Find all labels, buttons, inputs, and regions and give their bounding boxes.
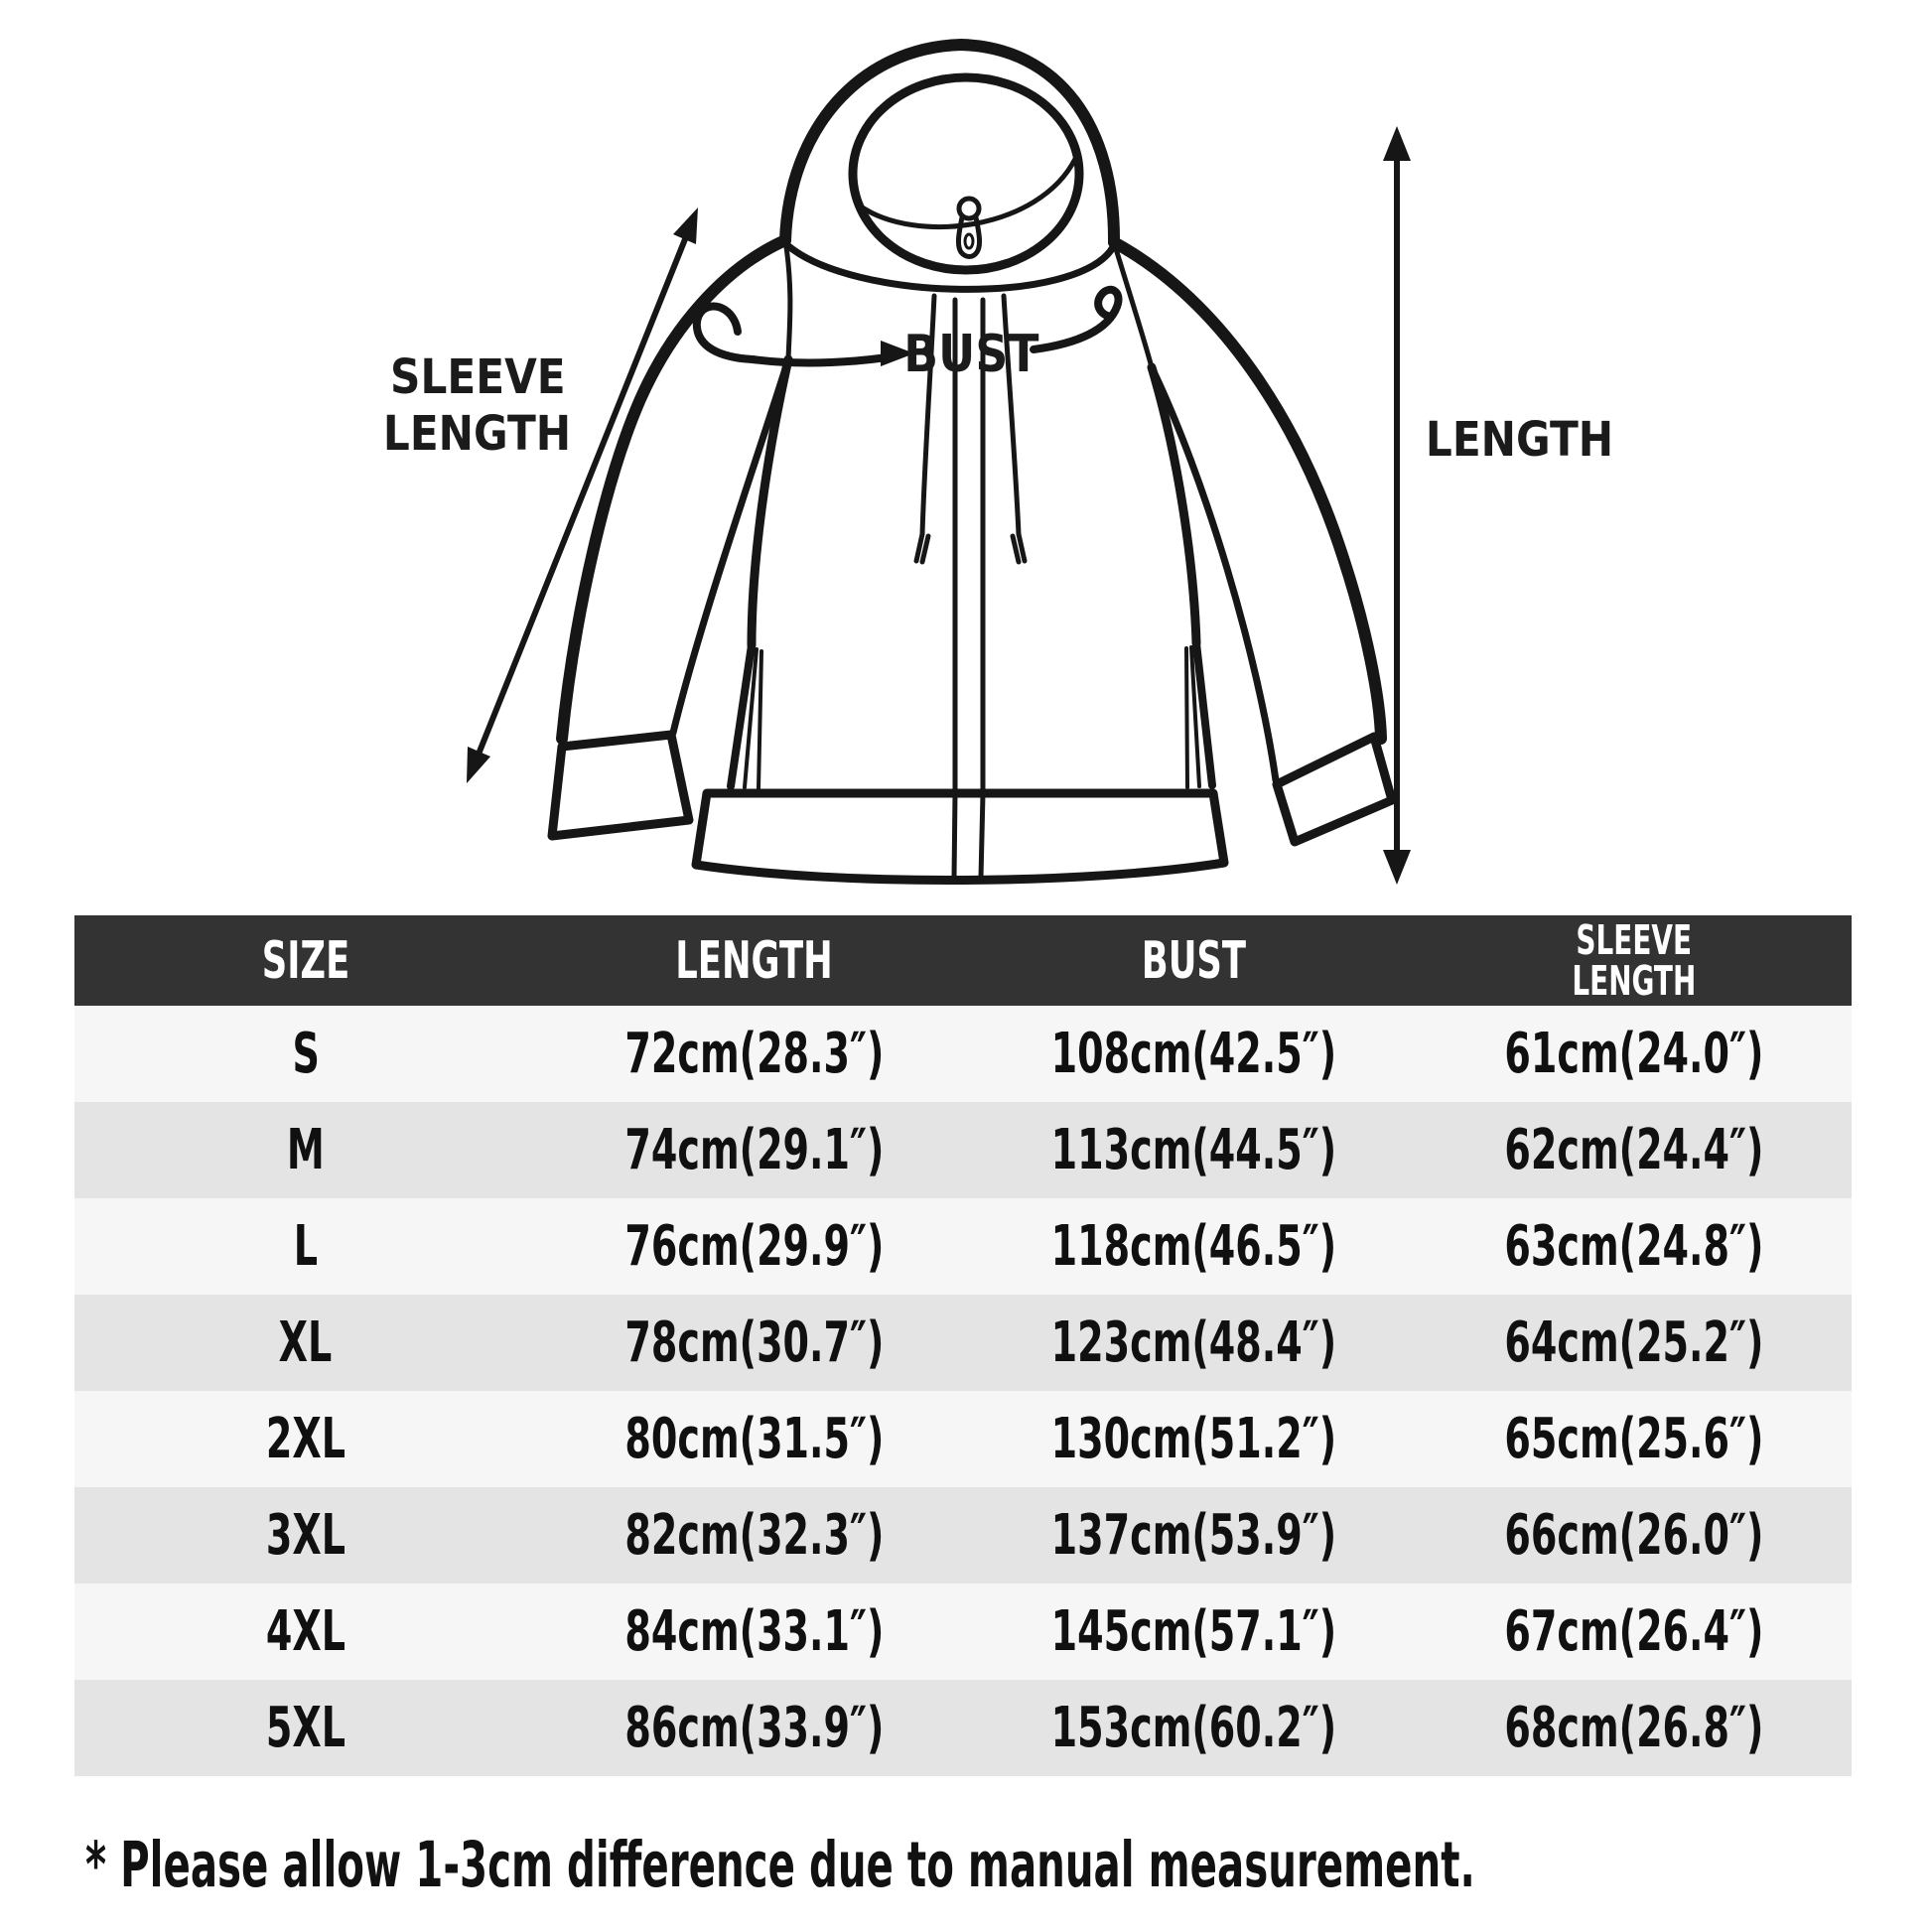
table-row-m-bust [972,1102,1417,1198]
header-sleeve-line1: SLEEVE [1576,915,1692,964]
sleeve-right-outer [1114,242,1381,739]
table-row-4xl-size [74,1584,536,1680]
cell-text: 74cm(29.1″) [624,1118,885,1182]
cell-text: 84cm(33.1″) [624,1599,885,1664]
bust-label [822,325,1120,384]
measurement-note-text: * Please allow 1-3cm difference due to manual measurement. [85,1829,1475,1901]
cell-text: 67cm(26.4″) [1504,1599,1764,1664]
cell-text: 66cm(26.0″) [1504,1503,1764,1568]
hoodie-diagram [0,0,1932,943]
sleeve-left-inner [673,359,788,733]
table-row-3xl-size [74,1487,536,1584]
header-cell-sleeve-length [1416,915,1852,1006]
cell-text: 64cm(25.2″) [1504,1311,1764,1375]
table-row-2xl-length [536,1391,972,1487]
measurement-note [85,1829,1932,1901]
sleeve-length-label-line2: LENGTH [383,406,572,462]
cell-text: 108cm(42.5″) [1050,1022,1337,1086]
cell-text: 153cm(60.2″) [1050,1696,1337,1760]
table-row-2xl-sleeve [1416,1391,1852,1487]
cell-text: 63cm(24.8″) [1504,1214,1764,1279]
cell-text: 137cm(53.9″) [1050,1503,1337,1568]
header-cell-size [74,915,536,1006]
table-row-m-sleeve [1416,1102,1852,1198]
cell-text: 123cm(48.4″) [1050,1311,1337,1375]
zipper-pull-hole [965,234,973,248]
table-row-s-sleeve [1416,1006,1852,1102]
cell-text: 4XL [265,1599,345,1664]
cuff-left [552,735,689,836]
table-row-m-size [74,1102,536,1198]
cell-text: 5XL [265,1696,345,1760]
cuff-right [1277,737,1392,842]
cell-text: 78cm(30.7″) [624,1311,885,1375]
table-row-5xl-bust [972,1680,1417,1776]
cell-text: 62cm(24.4″) [1504,1118,1764,1182]
cell-text: 118cm(46.5″) [1050,1214,1337,1279]
table-row-2xl-bust [972,1391,1417,1487]
cell-text: 80cm(31.5″) [624,1407,885,1471]
table-row-l-size [74,1198,536,1295]
table-row-l-bust [972,1198,1417,1295]
header-sleeve-line2: LENGTH [1572,956,1697,1005]
cell-text: 65cm(25.6″) [1504,1407,1764,1471]
table-row-3xl-bust [972,1487,1417,1584]
header-length-text: LENGTH [675,930,833,991]
raglan-seam-left [785,240,790,359]
cell-text: 3XL [265,1503,345,1568]
header-bust-text: BUST [1142,930,1247,991]
sleeve-length-label-line1: SLEEVE [389,349,566,405]
size-chart-table [74,915,1852,1776]
table-row-xl-size [74,1295,536,1391]
table-row-m-length [536,1102,972,1198]
hem-band [696,793,1224,881]
sleeve-arrow-line [480,239,685,752]
cell-text: 86cm(33.9″) [624,1696,885,1760]
bust-tape-left-hook [697,306,753,359]
cell-text: 82cm(32.3″) [624,1503,885,1568]
bust-label-text: BUST [902,325,1039,384]
cell-text: S [291,1022,320,1086]
cell-text: 2XL [265,1407,345,1471]
sleeve-arrow-head-bottom [467,747,490,783]
header-cell-bust [972,915,1417,1006]
cell-text: L [293,1214,318,1279]
table-row-xl-sleeve [1416,1295,1852,1391]
cell-text: 68cm(26.8″) [1504,1696,1764,1760]
cell-text: 61cm(24.0″) [1504,1022,1764,1086]
table-row-5xl-size [74,1680,536,1776]
body-side-left [752,359,788,645]
table-row-s-length [536,1006,972,1102]
table-row-3xl-length [536,1487,972,1584]
sleeve-length-label [329,349,626,463]
table-row-5xl-length [536,1680,972,1776]
cell-text: 72cm(28.3″) [624,1022,885,1086]
table-row-xl-bust [972,1295,1417,1391]
cell-text: 113cm(44.5″) [1050,1118,1337,1182]
table-row-5xl-sleeve [1416,1680,1852,1776]
sleeve-arrow-head-top [673,207,698,244]
cell-text: 76cm(29.9″) [624,1214,885,1279]
length-arrow-head-top [1383,126,1411,161]
header-cell-length [536,915,972,1006]
cell-text: 130cm(51.2″) [1050,1407,1337,1471]
table-row-s-bust [972,1006,1417,1102]
table-row-4xl-sleeve [1416,1584,1852,1680]
length-arrow-head-bottom [1383,850,1411,885]
table-row-xl-length [536,1295,972,1391]
table-row-2xl-size [74,1391,536,1487]
header-size-text: SIZE [261,930,349,991]
length-label-text: LENGTH [1426,412,1614,468]
cell-text: 145cm(57.1″) [1050,1599,1337,1664]
table-row-l-sleeve [1416,1198,1852,1295]
length-label [1371,414,1669,466]
cell-text: M [286,1118,325,1182]
table-row-s-size [74,1006,536,1102]
table-row-l-length [536,1198,972,1295]
table-row-4xl-bust [972,1584,1417,1680]
table-row-3xl-sleeve [1416,1487,1852,1584]
table-row-4xl-length [536,1584,972,1680]
cell-text: XL [278,1311,333,1375]
